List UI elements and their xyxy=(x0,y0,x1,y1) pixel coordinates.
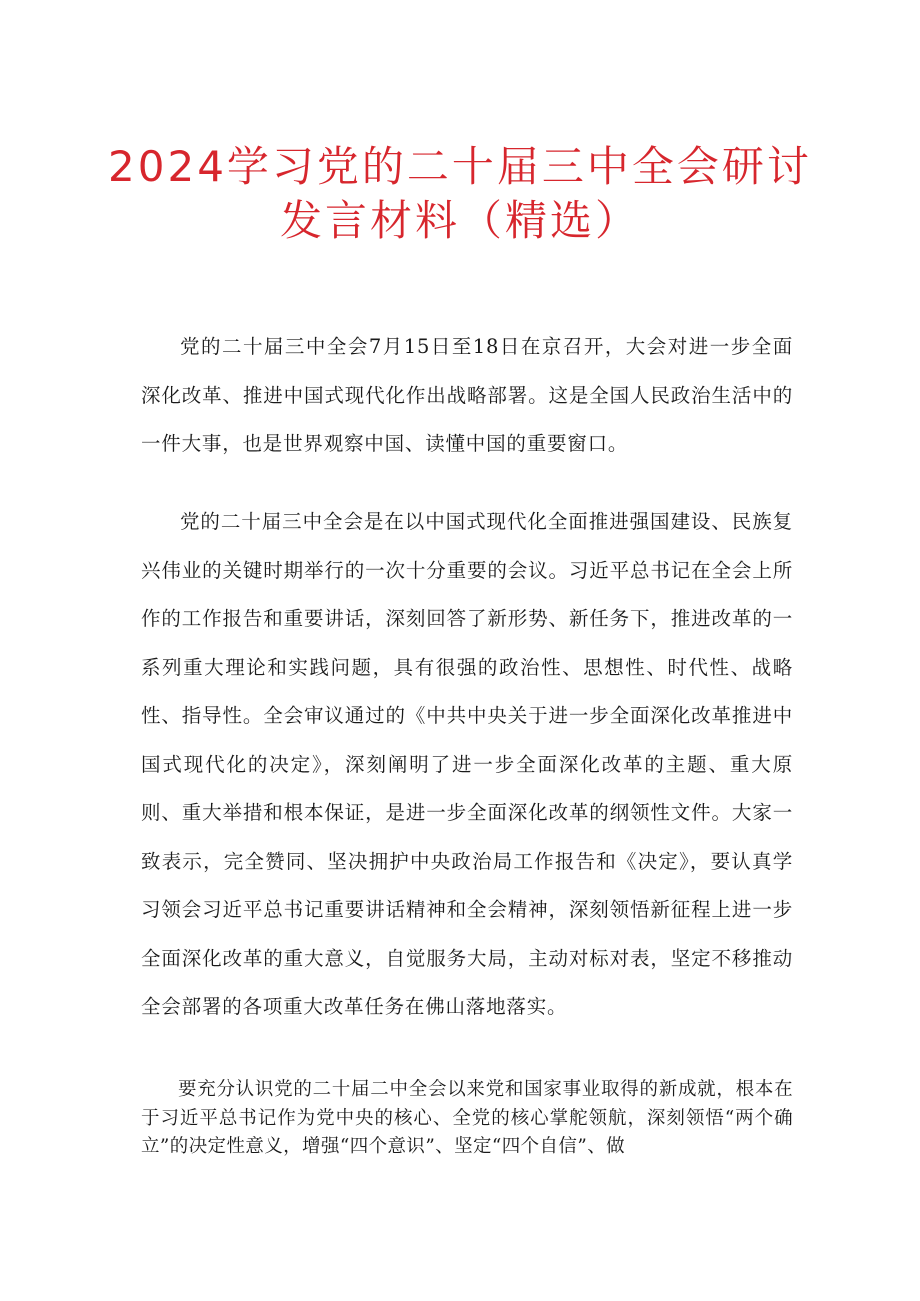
paragraph-1: 党的二十届三中全会7月15日至18日在京召开，大会对进一步全面深化改革、推进中国式现代化作出战略部署。这是全国人民政治生活中的一件大事，也是世界观察中国、读懂中国的重要窗口。 xyxy=(141,335,793,455)
paragraph-2: 党的二十届三中全会是在以中国式现代化全面推进强国建设、民族复兴伟业的关键时期举行的一次十分重要的会议。习近平总书记在全会上所作的工作报告和重要讲话，深刻回答了新形势、新任务下，推进改革的一系列重大理论和实践问题，具有很强的政治性、思想性、时代性、战略性、指导性。全会审议通过的《中共中央关于进一步全面深化改革推进中国式现代化的决定》，深刻阐明了进一步全面深化改革的主题、重大原则、重大举措和根本保证，是进一步全面深化改革的纲领性文件。大家一致表示，完全赞同、坚决拥护中央政治局工作报告和《决定》，要认真学习领会习近平总书记重要讲话精神和全会精神，深刻领悟新征程上进一步全面深化改革的重大意义，自觉服务大局，主动对标对表，坚定不移推动全会部署的各项重大改革任务在佛山落地落实。 xyxy=(141,510,793,1018)
paragraph-3: 要充分认识党的二十届二中全会以来党和国家事业取得的新成就，根本在于习近平总书记作为党中央的核心、全党的核心掌舵领航，深刻领悟“两个确立”的决定性意义，增强“四个意识”、坚定“四个自信”、做 xyxy=(141,1079,793,1157)
document-title-line-1: 2024学习党的二十届三中全会研讨 xyxy=(108,142,812,191)
document-title-line-2: 发言材料（精选） xyxy=(279,196,640,245)
